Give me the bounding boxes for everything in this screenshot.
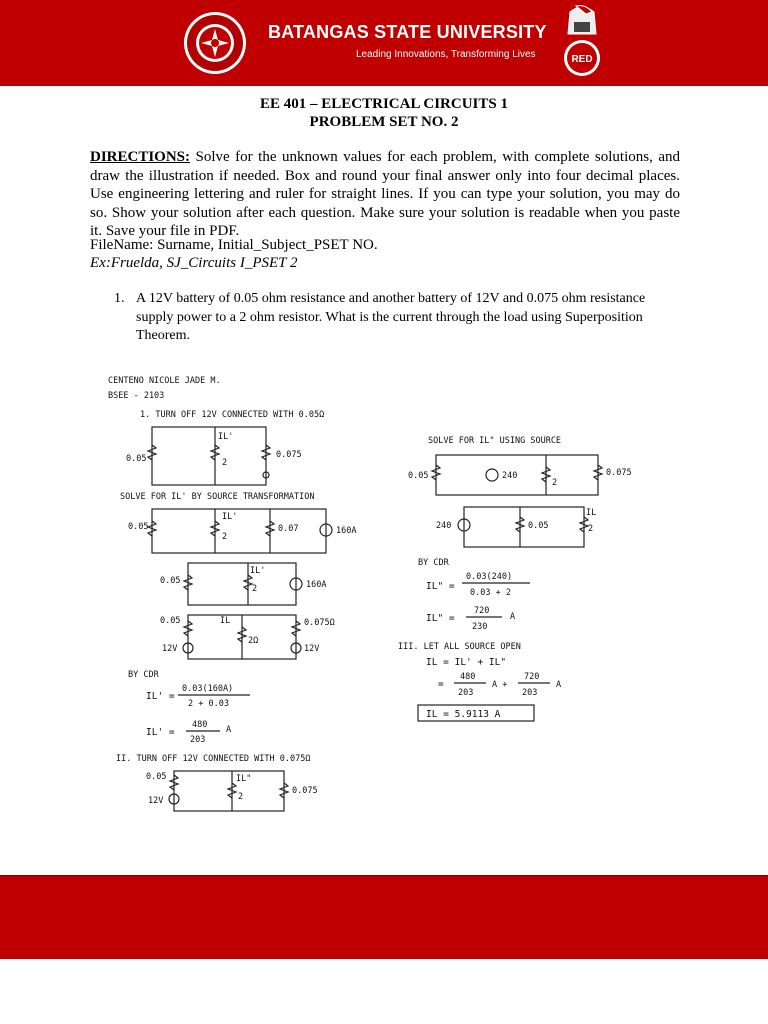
circuit-step2 <box>169 771 288 811</box>
c7-source-label: 240 <box>436 521 452 531</box>
c5-current-label: IL" <box>236 774 252 784</box>
eq2-denominator: 203 <box>190 735 206 745</box>
handwritten-solution <box>100 365 690 815</box>
c7-right-label: 2 <box>588 524 594 534</box>
problem-text: A 12V battery of 0.05 ohm resistance and another battery of 12V and 0.075 ohm resistance supply power to a 2 ohm resistor. What is the current through the load using Superposition Theorem. <box>136 291 646 343</box>
red-badge-text: RED <box>571 54 593 65</box>
c2-left-label: 0.05 <box>128 522 149 532</box>
c1-current-label: IL' <box>218 432 234 442</box>
c1-right-label: 0.075 <box>276 450 302 460</box>
c1-left-label: 0.05 <box>126 454 147 464</box>
c3-source-label: 160A <box>306 580 327 590</box>
eq2-numerator: 480 <box>192 720 208 730</box>
circuit-source-transform <box>148 509 332 553</box>
circuit-step1 <box>148 427 270 485</box>
c7-current-label: IL <box>586 508 597 518</box>
eq3-numerator: 0.03(240) <box>466 572 513 582</box>
final-answer: IL = 5.9113 A <box>426 709 501 720</box>
eq3-denominator: 0.03 + 2 <box>470 588 511 598</box>
eq6-denominator2: 203 <box>522 688 538 698</box>
c5-mid-label: 2 <box>238 792 244 802</box>
spartan-mascot-icon <box>556 4 608 82</box>
problem-set-title: PROBLEM SET NO. 2 <box>309 114 459 130</box>
circuit-divider-240 <box>458 507 588 547</box>
eq1-denominator: 2 + 0.03 <box>188 699 229 709</box>
c2-mid-label: 2 <box>222 532 228 542</box>
c3-current-label: IL' <box>250 566 266 576</box>
eq2-unit: A <box>226 725 232 735</box>
directions-text: Solve for the unknown values for each problem, with complete solutions, and draw the illustration if needed. Box and round your final answer only into four decimal places. Use engineering lettering and ruler for straight lines. If you can type your solution, you may do so. Show your solution after each question. Make sure your solution is readable when you paste it. Save your file in PDF. <box>90 149 680 239</box>
c4-current-label: IL <box>220 616 231 626</box>
red-footer-band <box>0 875 768 959</box>
university-seal-icon <box>182 10 248 76</box>
c2-source-label: 160A <box>336 526 357 536</box>
eq2-lhs: IL' = <box>146 727 175 738</box>
circuit-original <box>183 615 301 659</box>
step-two-label: II. TURN OFF 12V CONNECTED WITH 0.075Ω <box>116 754 311 764</box>
problem-number: 1. <box>114 291 125 306</box>
eq6-plus: A + <box>492 680 508 690</box>
university-header <box>0 0 768 86</box>
eq6-numerator1: 480 <box>460 672 476 682</box>
directions-paragraph <box>90 148 680 241</box>
c3-left-label: 0.05 <box>160 576 181 586</box>
c5-right-label: 0.075 <box>292 786 318 796</box>
eq1-lhs: IL' = <box>146 691 175 702</box>
eq6-unit: A <box>556 680 562 690</box>
using-source-label: SOLVE FOR IL" USING SOURCE <box>428 436 562 446</box>
c6-source-label: 240 <box>502 471 518 481</box>
c2-current-label: IL' <box>222 512 238 522</box>
course-title: EE 401 – ELECTRICAL CIRCUITS 1 <box>260 96 508 112</box>
step-three-label: III. LET ALL SOURCE OPEN <box>398 642 521 652</box>
cdr-label-1: BY CDR <box>128 670 159 680</box>
eq4-denominator: 230 <box>472 622 488 632</box>
c6-mid-label: 2 <box>552 478 558 488</box>
eq6-denominator1: 203 <box>458 688 474 698</box>
eq4-lhs: IL" = <box>426 613 455 624</box>
c3-mid-label: 2 <box>252 584 258 594</box>
filename-example: Ex:Fruelda, SJ_Circuits I_PSET 2 <box>90 255 298 271</box>
c4-mid-label: 2Ω <box>248 636 259 646</box>
c2-right-label: 0.07 <box>278 524 299 534</box>
eq6-equals: = <box>438 679 444 690</box>
circuit-current-divider <box>184 563 302 605</box>
c4-right-label: 0.075Ω <box>304 618 335 628</box>
student-name: CENTENO NICOLE JADE M. <box>108 376 221 386</box>
eq6-numerator2: 720 <box>524 672 540 682</box>
step-one-label: 1. TURN OFF 12V CONNECTED WITH 0.05Ω <box>140 410 325 420</box>
eq4-numerator: 720 <box>474 606 490 616</box>
c5-left-label: 0.05 <box>146 772 167 782</box>
c5-voltage-label: 12V <box>148 796 164 806</box>
university-tagline: Leading Innovations, Transforming Lives <box>356 49 536 60</box>
directions-label: DIRECTIONS: <box>90 149 191 165</box>
filename-instruction: FileName: Surname, Initial_Subject_PSET NO. <box>90 237 378 253</box>
university-name: BATANGAS STATE UNIVERSITY <box>268 22 547 42</box>
source-transformation-label: SOLVE FOR IL' BY SOURCE TRANSFORMATION <box>120 492 315 502</box>
c6-left-label: 0.05 <box>408 471 429 481</box>
c4-voltage2-label: 12V <box>304 644 320 654</box>
eq1-numerator: 0.03(160A) <box>182 684 234 694</box>
c1-mid-label: 2 <box>222 458 228 468</box>
eq4-unit: A <box>510 612 516 622</box>
c7-mid-label: 0.05 <box>528 521 549 531</box>
eq3-lhs: IL" = <box>426 581 455 592</box>
student-section: BSEE - 2103 <box>108 391 165 401</box>
c4-voltage1-label: 12V <box>162 644 178 654</box>
c6-right-label: 0.075 <box>606 468 632 478</box>
eq5-superposition: IL = IL' + IL" <box>426 657 507 668</box>
cdr-label-2: BY CDR <box>418 558 449 568</box>
problem-1 <box>114 290 684 346</box>
c4-left-label: 0.05 <box>160 616 181 626</box>
